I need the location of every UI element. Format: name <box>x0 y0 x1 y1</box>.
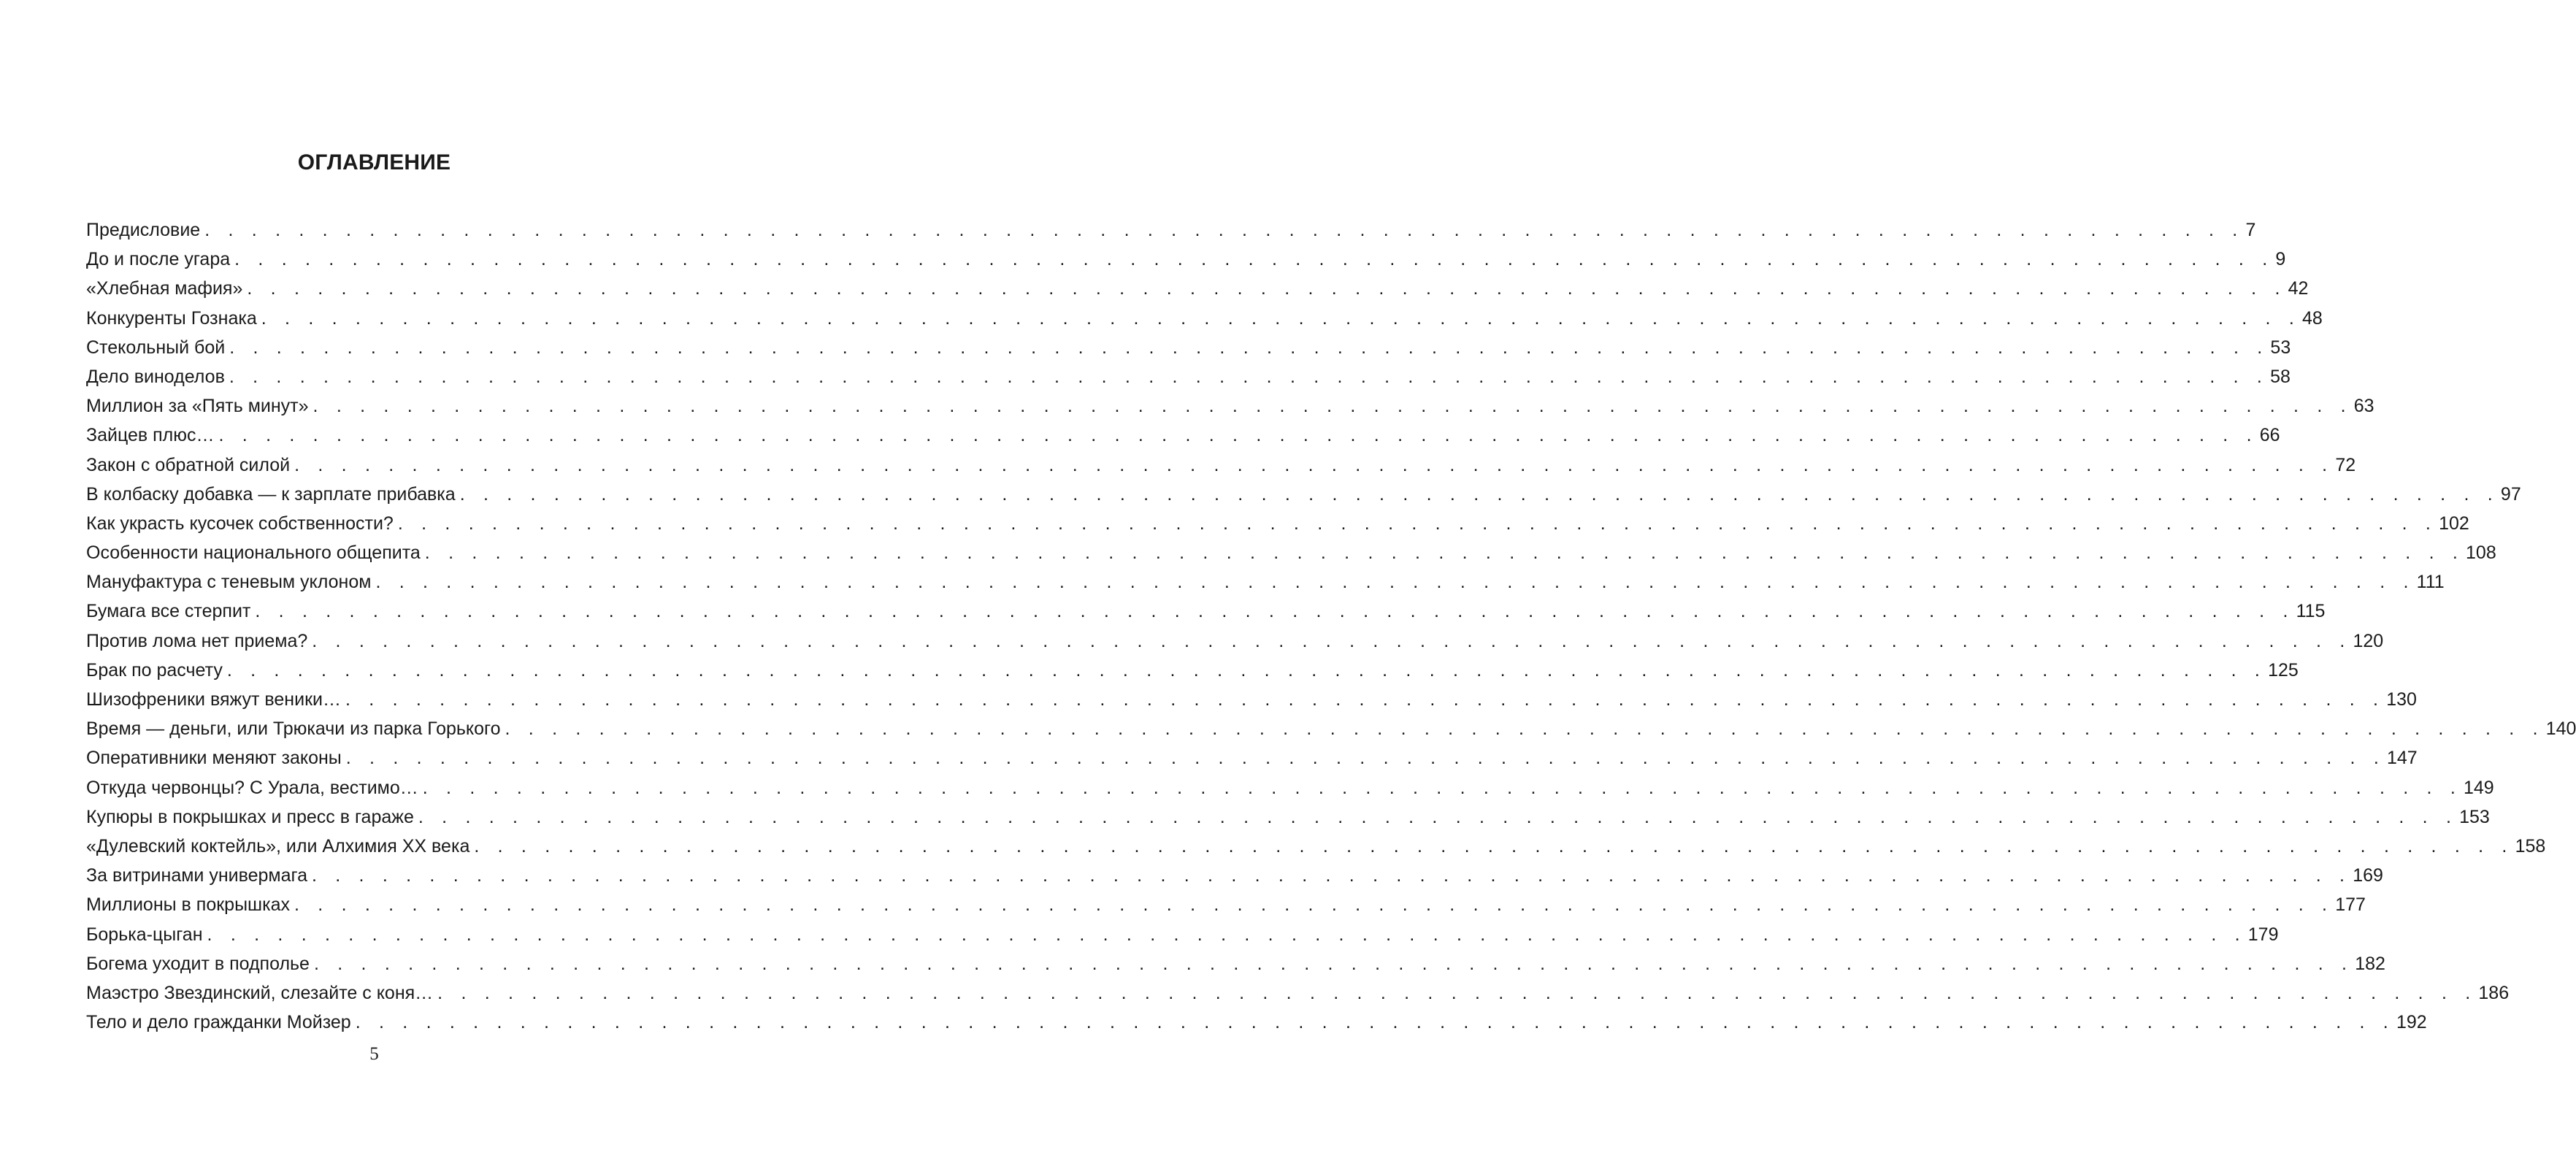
toc-entry-page: 149 <box>2464 777 2494 798</box>
toc-dot-leader: . . . . . . . . . . . . . . . . . . . . . . . . . . . . . . . . . . . . . . . . . . . . . . . . . . . . . . . . . . . . . . . . . . . . . . . . . . . . . . . . . . . . . . . <box>294 454 2334 475</box>
toc-entry <box>86 480 2521 509</box>
toc-entry-page: 140 <box>2545 718 2576 740</box>
toc-dot-leader: . . . . . . . . . . . . . . . . . . . . . . . . . . . . . . . . . . . . . . . . . . . . . . . . . . . . . . . . . . . . . . . . . . . . . . . . . . . . . . . . . . . . . . . <box>234 249 2274 270</box>
toc-dot-leader: . . . . . . . . . . . . . . . . . . . . . . . . . . . . . . . . . . . . . . . . . . . . . . . . . . . . . . . . . . . . . . . . . . . . . . . . . . . . . . . . . . . . . . . <box>345 748 2385 769</box>
toc-entry <box>86 832 2546 861</box>
toc-entry-title: Особенности национального общепита <box>86 543 421 564</box>
toc-entry-title: «Хлебная мафия» <box>86 278 243 299</box>
toc-entry <box>86 421 2280 450</box>
toc-dot-leader: . . . . . . . . . . . . . . . . . . . . . . . . . . . . . . . . . . . . . . . . . . . . . . . . . . . . . . . . . . . . . . . . . . . . . . . . . . . . . . . . . . . . . . . <box>229 366 2269 387</box>
toc-entry-title: До и после угара <box>86 249 231 270</box>
toc-entry <box>86 362 2291 391</box>
toc-dot-leader: . . . . . . . . . . . . . . . . . . . . . . . . . . . . . . . . . . . . . . . . . . . . . . . . . . . . . . . . . . . . . . . . . . . . . . . . . . . . . . . . . . . . . . . <box>437 982 2477 1003</box>
toc-dot-leader: . . . . . . . . . . . . . . . . . . . . . . . . . . . . . . . . . . . . . . . . . . . . . . . . . . . . . . . . . . . . . . . . . . . . . . . . . . . . . . . . . . . . . . . <box>397 513 2438 534</box>
toc-entry-title: В колбаску добавка — к зарплате прибавка <box>86 483 456 505</box>
toc-entry-title: Время — деньги, или Трюкачи из парка Горького <box>86 718 501 740</box>
toc-entry-title: Бумага все стерпит <box>86 601 251 622</box>
toc-dot-leader: . . . . . . . . . . . . . . . . . . . . . . . . . . . . . . . . . . . . . . . . . . . . . . . . . . . . . . . . . . . . . . . . . . . . . . . . . . . . . . . . . . . . . . . <box>226 659 2267 681</box>
toc-entry-page: 120 <box>2353 630 2384 651</box>
toc-entry-page: 115 <box>2296 601 2326 622</box>
toc-entry <box>86 567 2445 597</box>
toc-entry-page: 58 <box>2270 366 2291 387</box>
toc-entry-title: Шизофреники вяжут веники… <box>86 689 341 710</box>
toc-entry <box>86 743 2418 773</box>
toc-entry <box>86 538 2496 567</box>
toc-entry <box>86 656 2299 685</box>
toc-entry-page: 169 <box>2353 865 2383 886</box>
toc-entry <box>86 978 2510 1008</box>
toc-entry <box>86 626 2384 656</box>
toc-entry <box>86 274 2309 303</box>
toc-entry-title: Брак по расчету <box>86 659 223 681</box>
toc-entry-title: Купюры в покрышках и пресс в гараже <box>86 806 414 827</box>
toc-entry <box>86 890 2366 919</box>
toc-entry-page: 130 <box>2386 689 2417 710</box>
toc-entry-page: 179 <box>2247 924 2279 945</box>
toc-entry-page: 7 <box>2245 220 2256 240</box>
toc-entry <box>86 451 2356 480</box>
toc-dot-leader: . . . . . . . . . . . . . . . . . . . . . . . . . . . . . . . . . . . . . . . . . . . . . . . . . . . . . . . . . . . . . . . . . . . . . . . . . . . . . . . . . . . . . . . <box>422 777 2462 798</box>
toc-dot-leader: . . . . . . . . . . . . . . . . . . . . . . . . . . . . . . . . . . . . . . . . . . . . . . . . . . . . . . . . . . . . . . . . . . . . . . . . . . . . . . . . . . . . . . . <box>459 483 2499 505</box>
toc-entry <box>86 597 2326 626</box>
toc-entry-page: 9 <box>2275 249 2286 270</box>
toc-entry-title: Закон с обратной силой <box>86 454 291 475</box>
toc-entry-title: «Дулевский коктейль», или Алхимия XX века <box>86 835 470 856</box>
toc-dot-leader: . . . . . . . . . . . . . . . . . . . . . . . . . . . . . . . . . . . . . . . . . . . . . . . . . . . . . . . . . . . . . . . . . . . . . . . . . . . . . . . . . . . . . . . <box>311 865 2352 886</box>
toc-entry-page: 147 <box>2387 748 2418 769</box>
toc-entry-page: 125 <box>2268 659 2299 681</box>
toc-entry-page: 177 <box>2335 894 2366 916</box>
toc-entry-title: Богема уходит в подполье <box>86 953 310 974</box>
toc-entry-page: 153 <box>2459 806 2490 827</box>
toc-dot-leader: . . . . . . . . . . . . . . . . . . . . . . . . . . . . . . . . . . . . . . . . . . . . . . . . . . . . . . . . . . . . . . . . . . . . . . . . . . . . . . . . . . . . . . . <box>229 337 2269 358</box>
toc-dot-leader: . . . . . . . . . . . . . . . . . . . . . . . . . . . . . . . . . . . . . . . . . . . . . . . . . . . . . . . . . . . . . . . . . . . . . . . . . . . . . . . . . . . . . . . <box>312 630 2352 651</box>
toc-entry-page: 66 <box>2259 425 2280 446</box>
toc-entry-page: 102 <box>2439 513 2469 534</box>
toc-dot-leader: . . . . . . . . . . . . . . . . . . . . . . . . . . . . . . . . . . . . . . . . . . . . . . . . . . . . . . . . . . . . . . . . . . . . . . . . . . . . . . . . . . . . . . . <box>418 806 2458 827</box>
toc-entry-page: 53 <box>2270 337 2291 358</box>
toc-entry-title: За витринами универмага <box>86 865 307 886</box>
toc-entry-title: Миллионы в покрышках <box>86 894 290 916</box>
toc-entry <box>86 215 2256 245</box>
toc-dot-leader: . . . . . . . . . . . . . . . . . . . . . . . . . . . . . . . . . . . . . . . . . . . . . . . . . . . . . . . . . . . . . . . . . . . . . . . . . . . . . . . . . . . . . . . <box>207 924 2247 945</box>
toc-entry <box>86 509 2469 538</box>
toc-dot-leader: . . . . . . . . . . . . . . . . . . . . . . . . . . . . . . . . . . . . . . . . . . . . . . . . . . . . . . . . . . . . . . . . . . . . . . . . . . . . . . . . . . . . . . . <box>313 953 2354 974</box>
toc-entry <box>86 949 2385 978</box>
toc-dot-leader: . . . . . . . . . . . . . . . . . . . . . . . . . . . . . . . . . . . . . . . . . . . . . . . . . . . . . . . . . . . . . . . . . . . . . . . . . . . . . . . . . . . . . . . <box>247 278 2287 299</box>
toc-entry-title: Зайцев плюс… <box>86 425 215 446</box>
toc-dot-leader: . . . . . . . . . . . . . . . . . . . . . . . . . . . . . . . . . . . . . . . . . . . . . . . . . . . . . . . . . . . . . . . . . . . . . . . . . . . . . . . . . . . . . . . <box>204 220 2245 240</box>
toc-entry <box>86 391 2374 421</box>
toc-entry <box>86 1008 2427 1037</box>
toc-entry-title: Дело виноделов <box>86 366 225 387</box>
toc-entry <box>86 773 2494 802</box>
toc-entry <box>86 304 2323 333</box>
toc-entry-page: 63 <box>2353 396 2374 417</box>
toc-entry-title: Против лома нет приема? <box>86 630 308 651</box>
toc-dot-leader: . . . . . . . . . . . . . . . . . . . . . . . . . . . . . . . . . . . . . . . . . . . . . . . . . . . . . . . . . . . . . . . . . . . . . . . . . . . . . . . . . . . . . . . <box>474 835 2514 856</box>
toc-entry-title: Как украсть кусочек собственности? <box>86 513 394 534</box>
toc-entry-page: 108 <box>2466 543 2496 564</box>
toc-entry <box>86 920 2279 949</box>
toc-entry-page: 48 <box>2301 307 2323 329</box>
toc-dot-leader: . . . . . . . . . . . . . . . . . . . . . . . . . . . . . . . . . . . . . . . . . . . . . . . . . . . . . . . . . . . . . . . . . . . . . . . . . . . . . . . . . . . . . . . <box>255 601 2295 622</box>
toc-entry-page: 158 <box>2515 835 2546 856</box>
toc-entry-page: 186 <box>2478 982 2510 1003</box>
toc-entry <box>86 333 2291 362</box>
toc-entry-page: 182 <box>2355 953 2385 974</box>
toc-entry-title: Маэстро Звездинский, слезайте с коня… <box>86 982 434 1003</box>
toc-entry <box>86 685 2417 714</box>
toc-entry-title: Откуда червонцы? С Урала, вестимо… <box>86 777 418 798</box>
toc-entry-title: Конкуренты Гознака <box>86 307 257 329</box>
toc-entry-title: Борька-цыган <box>86 924 203 945</box>
toc-entry <box>86 245 2286 274</box>
toc-entry-title: Миллион за «Пять минут» <box>86 396 309 417</box>
toc-dot-leader: . . . . . . . . . . . . . . . . . . . . . . . . . . . . . . . . . . . . . . . . . . . . . . . . . . . . . . . . . . . . . . . . . . . . . . . . . . . . . . . . . . . . . . . <box>294 894 2334 916</box>
toc-entry <box>86 714 2576 743</box>
toc-entry-title: Стекольный бой <box>86 337 226 358</box>
toc-entry-page: 42 <box>2288 278 2309 299</box>
toc-dot-leader: . . . . . . . . . . . . . . . . . . . . . . . . . . . . . . . . . . . . . . . . . . . . . . . . . . . . . . . . . . . . . . . . . . . . . . . . . . . . . . . . . . . . . . . <box>261 307 2301 329</box>
toc-entry-title: Оперативники меняют законы <box>86 748 342 769</box>
toc-entry-page: 97 <box>2500 483 2521 505</box>
toc-dot-leader: . . . . . . . . . . . . . . . . . . . . . . . . . . . . . . . . . . . . . . . . . . . . . . . . . . . . . . . . . . . . . . . . . . . . . . . . . . . . . . . . . . . . . . . <box>424 543 2465 564</box>
toc-dot-leader: . . . . . . . . . . . . . . . . . . . . . . . . . . . . . . . . . . . . . . . . . . . . . . . . . . . . . . . . . . . . . . . . . . . . . . . . . . . . . . . . . . . . . . . <box>218 425 2258 446</box>
toc-entry-page: 192 <box>2396 1012 2427 1033</box>
toc-dot-leader: . . . . . . . . . . . . . . . . . . . . . . . . . . . . . . . . . . . . . . . . . . . . . . . . . . . . . . . . . . . . . . . . . . . . . . . . . . . . . . . . . . . . . . . <box>345 689 2385 710</box>
toc-dot-leader: . . . . . . . . . . . . . . . . . . . . . . . . . . . . . . . . . . . . . . . . . . . . . . . . . . . . . . . . . . . . . . . . . . . . . . . . . . . . . . . . . . . . . . . <box>355 1012 2395 1033</box>
toc-entry-page: 111 <box>2416 572 2445 593</box>
toc-entry-title: Тело и дело гражданки Мойзер <box>86 1012 351 1033</box>
page-number: 5 <box>369 1044 379 1064</box>
table-of-contents <box>86 215 2576 1037</box>
toc-entry <box>86 802 2490 832</box>
toc-dot-leader: . . . . . . . . . . . . . . . . . . . . . . . . . . . . . . . . . . . . . . . . . . . . . . . . . . . . . . . . . . . . . . . . . . . . . . . . . . . . . . . . . . . . . . . <box>375 572 2415 593</box>
toc-entry-title: Мануфактура с теневым уклоном <box>86 572 372 593</box>
toc-dot-leader: . . . . . . . . . . . . . . . . . . . . . . . . . . . . . . . . . . . . . . . . . . . . . . . . . . . . . . . . . . . . . . . . . . . . . . . . . . . . . . . . . . . . . . . <box>505 718 2545 740</box>
toc-entry-page: 72 <box>2335 454 2356 475</box>
toc-entry <box>86 861 2383 890</box>
toc-dot-leader: . . . . . . . . . . . . . . . . . . . . . . . . . . . . . . . . . . . . . . . . . . . . . . . . . . . . . . . . . . . . . . . . . . . . . . . . . . . . . . . . . . . . . . . <box>313 396 2353 417</box>
toc-entry-title: Предисловие <box>86 220 201 240</box>
page-title: ОГЛАВЛЕНИЕ <box>297 150 451 175</box>
